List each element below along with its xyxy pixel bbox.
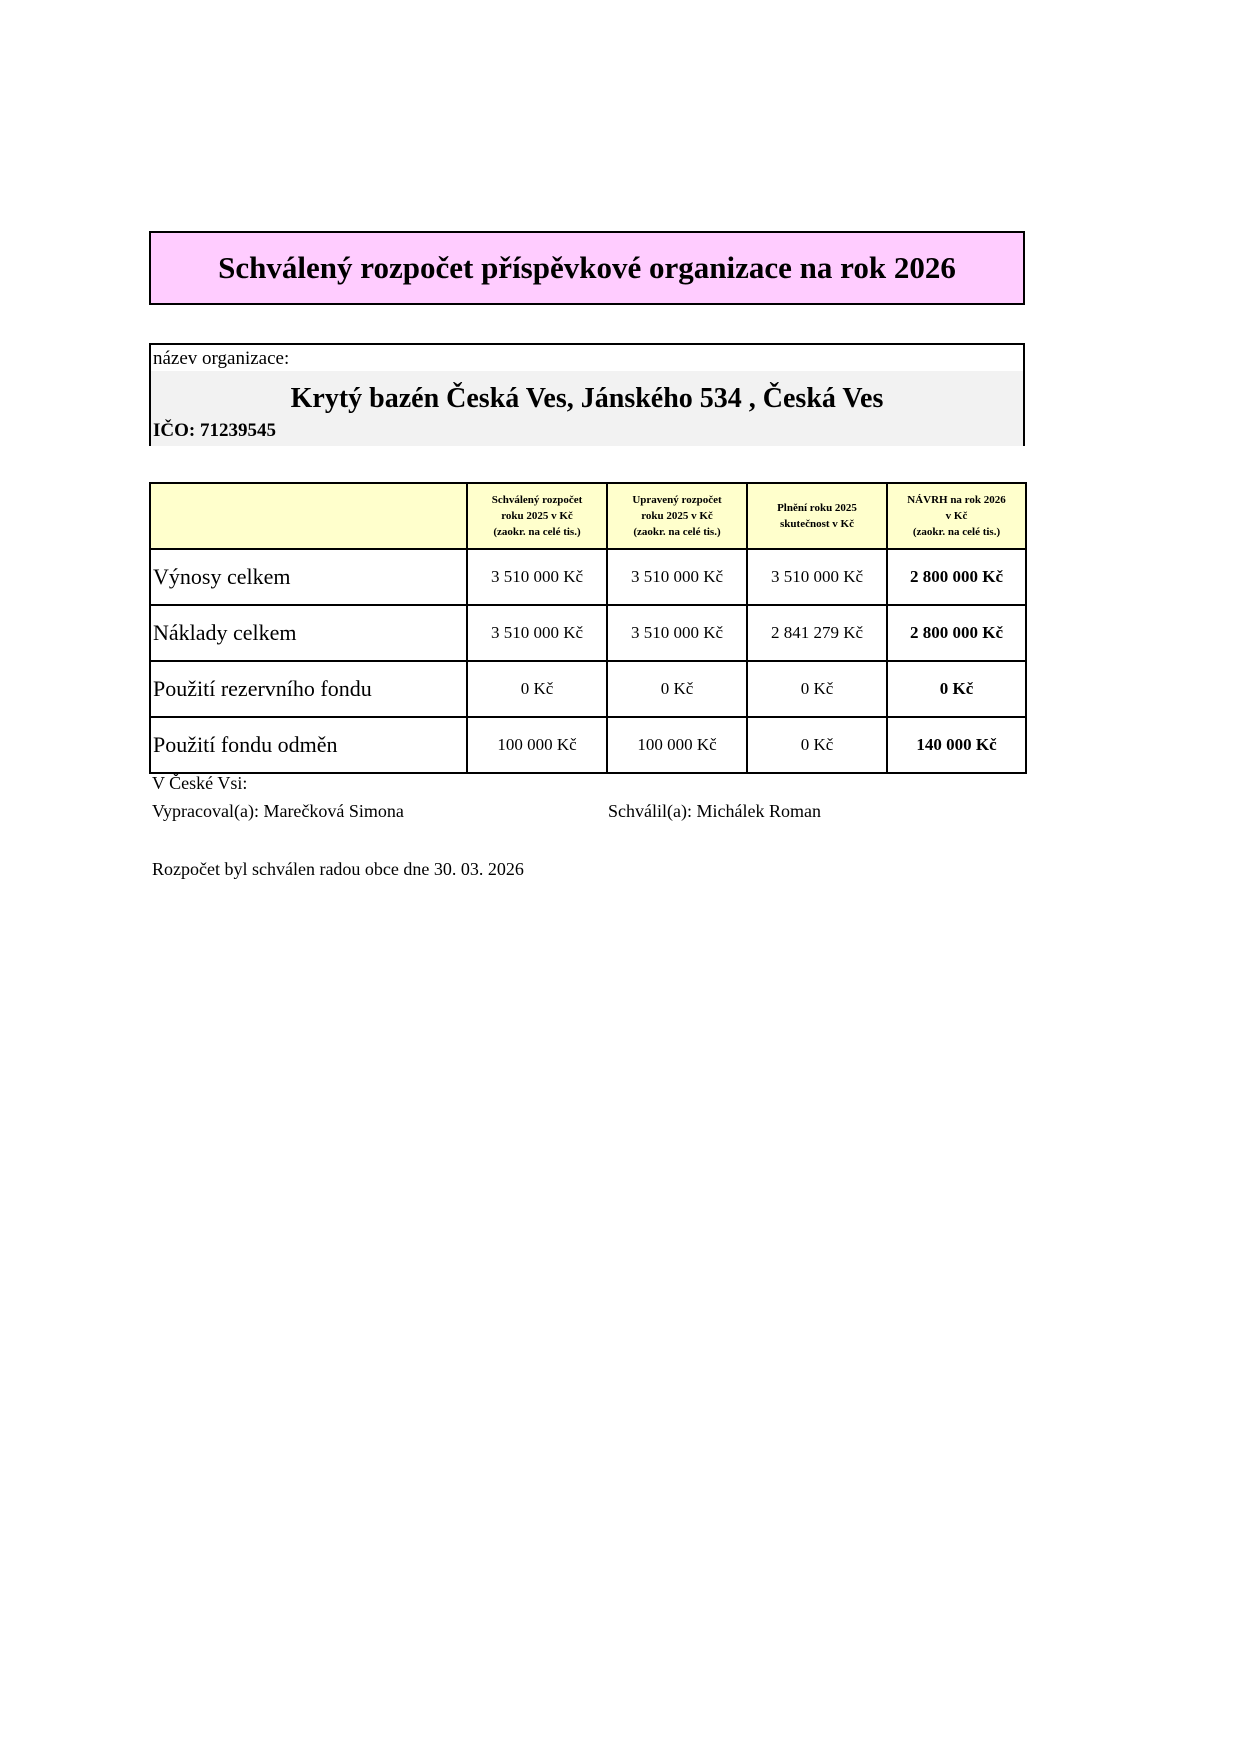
footer-prepared-by: Vypracoval(a): Marečková Simona xyxy=(152,801,404,821)
table-cell: 0 Kč xyxy=(467,661,607,717)
organization-ico: IČO: 71239545 xyxy=(153,420,276,441)
table-cell: 3 510 000 Kč xyxy=(467,605,607,661)
header-line: (zaokr. na celé tis.) xyxy=(493,526,581,538)
footer-approved-by: Schválil(a): Michálek Roman xyxy=(608,801,821,821)
header-line: skutečnost v Kč xyxy=(780,518,854,530)
table-cell: 3 510 000 Kč xyxy=(607,605,747,661)
table-cell: 0 Kč xyxy=(747,717,887,773)
header-line: roku 2025 v Kč xyxy=(501,510,573,522)
header-line: (zaokr. na celé tis.) xyxy=(633,526,721,538)
row-label-revenues: Výnosy celkem xyxy=(150,549,467,605)
table-row xyxy=(150,549,1026,605)
table-cell: 100 000 Kč xyxy=(467,717,607,773)
budget-table xyxy=(149,482,1027,774)
title-box xyxy=(149,231,1025,305)
footer-place: V České Vsi: xyxy=(152,773,248,793)
table-cell: 3 510 000 Kč xyxy=(747,549,887,605)
column-header-adjusted-2025 xyxy=(607,483,747,549)
footer-approval-note: Rozpočet byl schválen radou obce dne 30. 03. 2026 xyxy=(152,859,524,879)
header-empty-cell xyxy=(150,483,467,549)
table-cell: 3 510 000 Kč xyxy=(467,549,607,605)
table-cell: 0 Kč xyxy=(607,661,747,717)
header-line: (zaokr. na celé tis.) xyxy=(912,526,1001,538)
row-label-costs: Náklady celkem xyxy=(150,605,467,661)
table-cell-proposal: 2 800 000 Kč xyxy=(887,605,1026,661)
column-header-proposal-2026 xyxy=(887,483,1026,549)
table-cell: 100 000 Kč xyxy=(607,717,747,773)
header-line: Schválený rozpočet xyxy=(491,494,583,506)
organization-box xyxy=(149,343,1025,446)
table-cell: 3 510 000 Kč xyxy=(607,549,747,605)
table-cell-proposal: 2 800 000 Kč xyxy=(887,549,1026,605)
table-header-row xyxy=(150,483,1026,549)
page-title: Schválený rozpočet příspěvkové organizace na rok 2026 xyxy=(218,250,956,285)
table-row xyxy=(150,605,1026,661)
header-line: roku 2025 v Kč xyxy=(641,510,713,522)
organization-name: Krytý bazén Česká Ves, Jánského 534 , Česká Ves xyxy=(290,383,884,414)
table-row xyxy=(150,661,1026,717)
column-header-approved-2025 xyxy=(467,483,607,549)
header-line: v Kč xyxy=(945,510,968,522)
header-line: Upravený rozpočet xyxy=(632,494,722,506)
header-line: Plnění roku 2025 xyxy=(777,502,857,514)
row-label-reward-fund: Použití fondu odměn xyxy=(150,717,467,773)
table-row xyxy=(150,717,1026,773)
table-cell: 2 841 279 Kč xyxy=(747,605,887,661)
table-cell-proposal: 0 Kč xyxy=(887,661,1026,717)
header-line: NÁVRH na rok 2026 xyxy=(907,494,1006,506)
table-cell-proposal: 140 000 Kč xyxy=(887,717,1026,773)
column-header-actual-2025 xyxy=(747,483,887,549)
organization-label: název organizace: xyxy=(153,348,290,369)
row-label-reserve-fund: Použití rezervního fondu xyxy=(150,661,467,717)
table-cell: 0 Kč xyxy=(747,661,887,717)
